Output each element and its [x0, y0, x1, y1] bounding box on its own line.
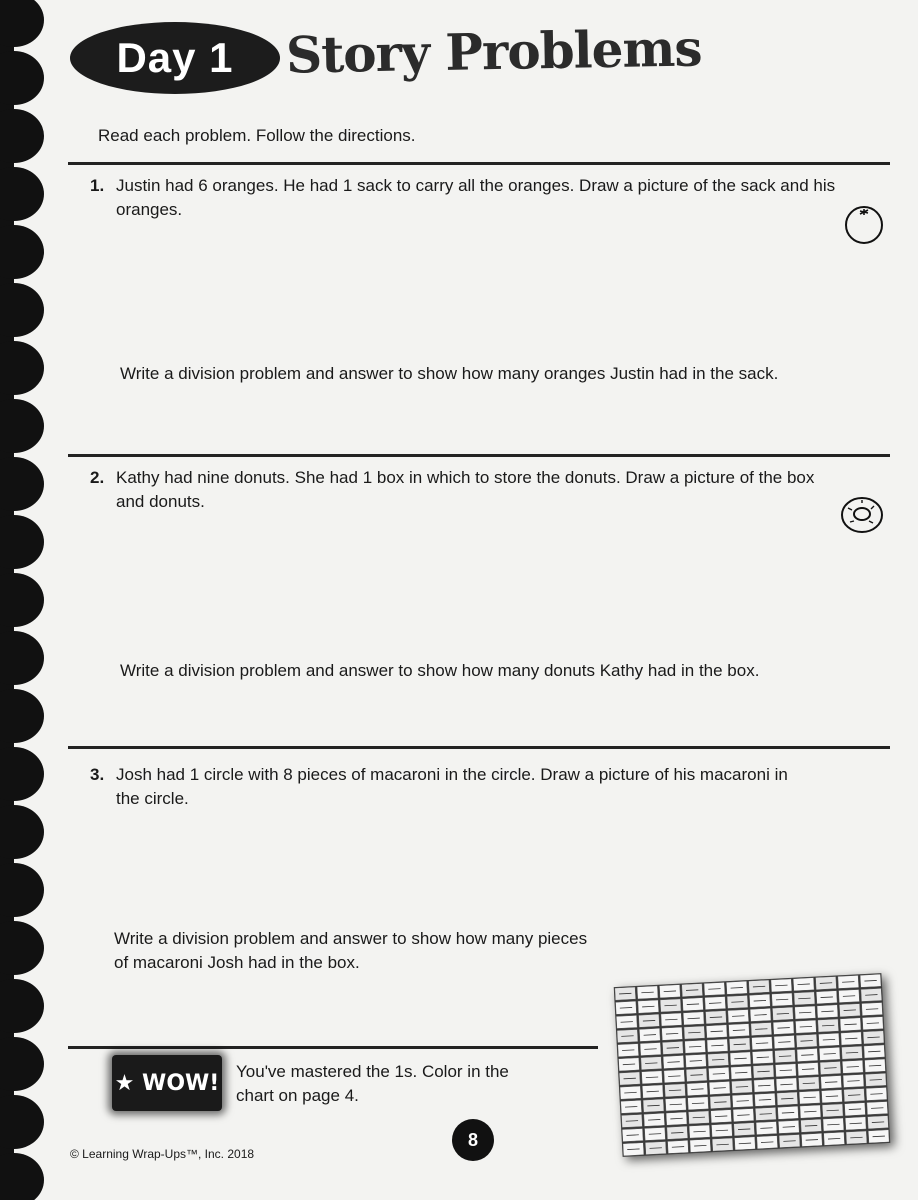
page-title: Story Problems	[285, 18, 702, 85]
divider	[68, 454, 890, 457]
problem-text: Josh had 1 circle with 8 pieces of macaroni in the circle. Draw a picture of his macaroni in the circle.	[116, 765, 788, 808]
day-label: Day 1	[116, 34, 234, 81]
problem-3	[90, 763, 850, 811]
orange-icon	[842, 203, 886, 245]
problem-2	[90, 466, 850, 514]
problem-number: 1.	[90, 176, 105, 195]
problem-1	[90, 174, 850, 222]
divider	[68, 1046, 598, 1049]
problem-number: 2.	[90, 468, 105, 487]
problem-text: Justin had 6 oranges. He had 1 sack to carry all the oranges. Draw a picture of the sack and his oranges.	[116, 176, 836, 219]
problem-1-follow-up: Write a division problem and answer to show how many oranges Justin had in the sack.	[120, 364, 779, 383]
divider	[68, 162, 890, 165]
follow-up-line: of macaroni Josh had in the box.	[114, 953, 360, 972]
wow-message: You've mastered the 1s. Color in the chart on page 4.	[236, 1062, 509, 1105]
mastery-chart-image	[614, 973, 891, 1157]
problem-3-follow-up	[114, 927, 587, 975]
donut-icon	[838, 494, 886, 536]
page-number: 8	[452, 1119, 494, 1161]
follow-up-line: Write a division problem and answer to show how many pieces	[114, 929, 588, 948]
problem-number: 3.	[90, 765, 105, 784]
divider	[68, 746, 890, 749]
instructions: Read each problem. Follow the directions.	[98, 126, 416, 145]
problem-text: Kathy had nine donuts. She had 1 box in which to store the donuts. Draw a picture of the box and donuts.	[116, 468, 815, 511]
problem-2-follow-up: Write a division problem and answer to show how many donuts Kathy had in the box.	[120, 661, 760, 680]
day-badge	[70, 22, 280, 94]
spiral-binding	[0, 0, 46, 1200]
copyright: © Learning Wrap-Ups™, Inc. 2018	[70, 1147, 255, 1161]
wow-badge: ★ WOW!	[112, 1055, 222, 1111]
